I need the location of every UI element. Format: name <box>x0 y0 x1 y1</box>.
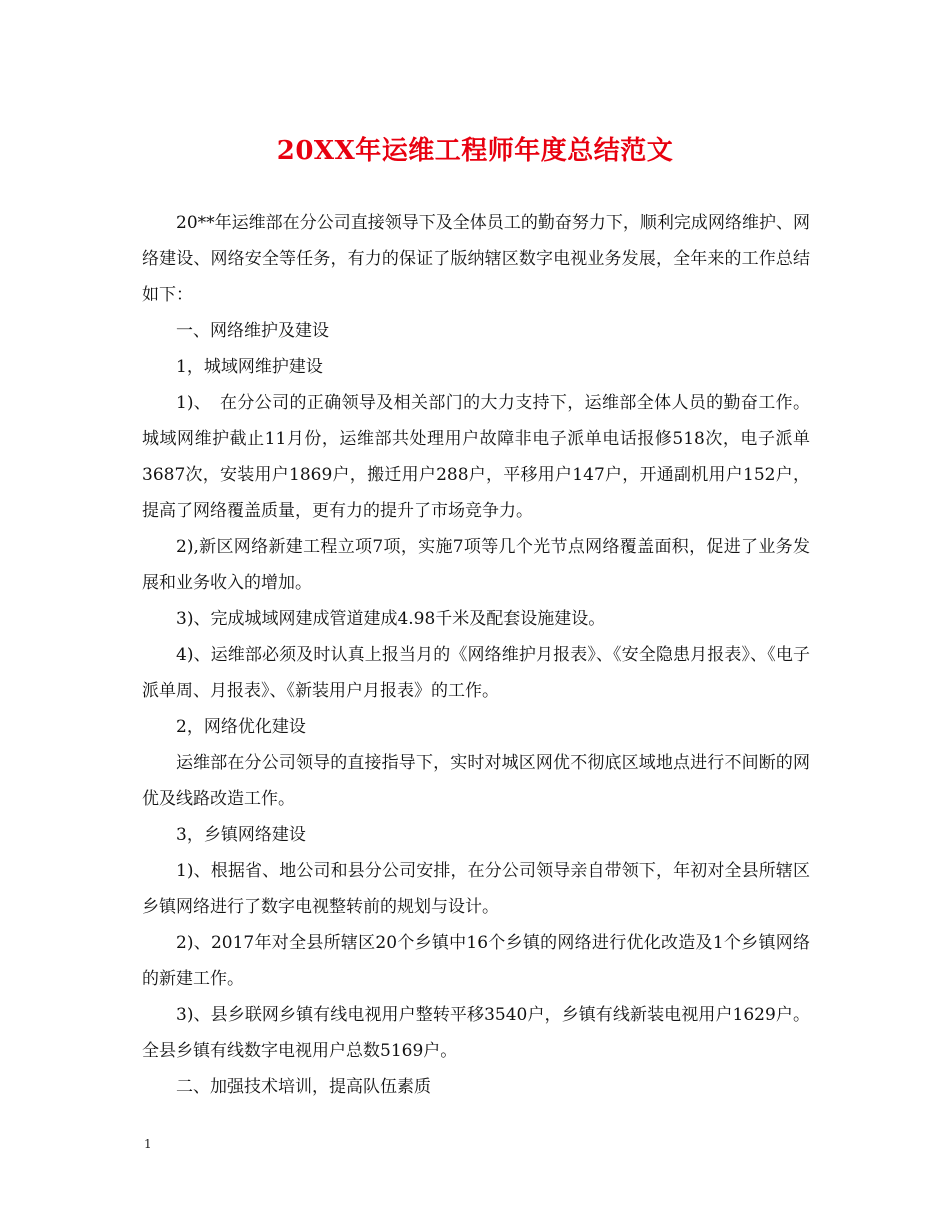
paragraph-township-upgrade: 2)、2017年对全县所辖区20个乡镇中16个乡镇的网络进行优化改造及1个乡镇网络的新建工作。 <box>142 933 810 989</box>
paragraph-network-optimization: 运维部在分公司领导的直接指导下，实时对城区网优不彻底区域地点进行不间断的网优及线路改造工作。 <box>142 753 810 809</box>
paragraph-monthly-reports: 4)、运维部必须及时认真上报当月的《网络维护月报表》、《安全隐患月报表》、《电子派单周、月报表》、《新装用户月报表》的工作。 <box>142 645 810 701</box>
paragraph-township-users: 3)、县乡联网乡镇有线电视用户整转平移3540户，乡镇有线新装电视用户1629户。全县乡镇有线数字电视用户总数5169户。 <box>142 1005 810 1061</box>
page-number: 1 <box>144 1137 152 1151</box>
section-heading-technical-training: 二、加强技术培训，提高队伍素质 <box>176 1077 431 1097</box>
paragraph-township-planning: 1)、根据省、地公司和县分公司安排，在分公司领导亲自带领下，年初对全县所辖区乡镇网络进行了数字电视整转前的规划与设计。 <box>142 861 810 917</box>
section-heading-network-maintenance: 一、网络维护及建设 <box>176 321 329 341</box>
intro-paragraph: 20**年运维部在分公司直接领导下及全体员工的勤奋努力下，顺利完成网络维护、网络建设、网络安全等任务，有力的保证了版纳辖区数字电视业务发展，全年来的工作总结如下： <box>142 213 810 305</box>
subsection-heading-network-optimization: 2，网络优化建设 <box>176 717 306 737</box>
document-title: 20XX年运维工程师年度总结范文 <box>276 136 674 166</box>
paragraph-new-area-projects: 2),新区网络新建工程立项7项，实施7项等几个光节点网络覆盖面积，促进了业务发展和业务收入的增加。 <box>142 537 810 593</box>
document-body <box>142 205 810 1105</box>
subsection-heading-township-network: 3，乡镇网络建设 <box>176 825 306 845</box>
subsection-heading-metro-network: 1，城域网维护建设 <box>176 357 323 377</box>
paragraph-pipeline-construction: 3)、完成城域网建成管道建成4.98千米及配套设施建设。 <box>176 609 606 629</box>
paragraph-metro-maintenance-stats: 1)、 在分公司的正确领导及相关部门的大力支持下，运维部全体人员的勤奋工作。城域网维护截止11月份，运维部共处理用户故障非电子派单电话报修518次，电子派单3687次，安装用户1869户，搬迁用户288户，平移用户147户，开通副机用户152户，提高了网络覆盖质量，更有力的提升了市场竞争力。 <box>142 393 810 521</box>
